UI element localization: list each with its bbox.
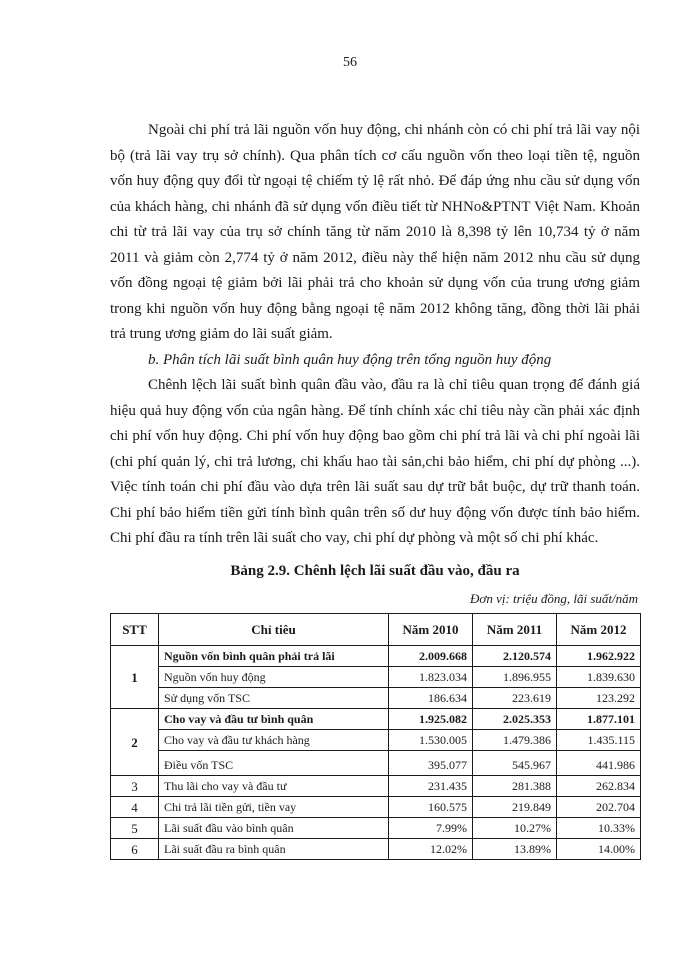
row-label: Điều vốn TSC: [159, 751, 389, 776]
table-row: [111, 709, 641, 730]
row-label: Chi trả lãi tiền gửi, tiền vay: [159, 797, 389, 818]
value-2010: 395.077: [389, 751, 473, 776]
interest-spread-table: [110, 613, 641, 860]
row-number: 5: [111, 818, 159, 839]
value-2010: 7.99%: [389, 818, 473, 839]
table-row: [111, 776, 641, 797]
value-2011: 281.388: [473, 776, 557, 797]
value-2011: 1.479.386: [473, 730, 557, 751]
row-number: 2: [111, 709, 159, 776]
value-2010: 1.530.005: [389, 730, 473, 751]
table-row: [111, 839, 641, 860]
value-2011: 1.896.955: [473, 667, 557, 688]
value-2012: 1.962.922: [557, 646, 641, 667]
page-number: 56: [343, 55, 357, 70]
row-label: Sử dụng vốn TSC: [159, 688, 389, 709]
table-row: [111, 646, 641, 667]
paragraph-interest-costs: Ngoài chi phí trả lãi nguồn vốn huy động, chi nhánh còn có chi phí trả lãi vay nội bộ (trả lãi vay trụ sở chính). Qua phân tích cơ cấu nguồn vốn theo loại tiền tệ, nguồn vốn huy động quy đổi từ ngoại tệ chiếm tỷ lệ rất nhỏ. Để đáp ứng nhu cầu sử dụng vốn của khách hàng, chi nhánh đã sử dụng vốn điều tiết từ NHNo&PTNT Việt Nam. Khoản chi từ trả lãi vay của trụ sở chính tăng từ năm 2010 là 8,398 tỷ lên 10,734 tỷ ở năm 2011 và giảm còn 2,774 tỷ ở năm 2012, điều này thể hiện năm 2012 nhu cầu sử dụng vốn đồng ngoại tệ giảm bởi lãi phải trả cho khoản sử dụng vốn của trung ương giảm trong khi nguồn vốn huy động bằng ngoại tệ năm 2012 không tăng, đồng thời lãi phải trả trung ương giảm do lãi suất giảm.: [110, 122, 640, 342]
value-2012: 10.33%: [557, 818, 641, 839]
body-text: [110, 118, 640, 552]
value-2012: 262.834: [557, 776, 641, 797]
value-2010: 1.823.034: [389, 667, 473, 688]
value-2010: 1.925.082: [389, 709, 473, 730]
table-unit-note: Đơn vị: triệu đồng, lãi suất/năm: [470, 591, 638, 606]
header-2011: Năm 2011: [473, 614, 557, 646]
row-number: 6: [111, 839, 159, 860]
value-2010: 2.009.668: [389, 646, 473, 667]
header-indicator: Chỉ tiêu: [159, 614, 389, 646]
table-row: [111, 667, 641, 688]
row-number: 4: [111, 797, 159, 818]
header-stt: STT: [111, 614, 159, 646]
value-2012: 1.839.630: [557, 667, 641, 688]
table-row: [111, 688, 641, 709]
header-2010: Năm 2010: [389, 614, 473, 646]
paragraph-interest-spread: Chênh lệch lãi suất bình quân đầu vào, đầu ra là chỉ tiêu quan trọng để đánh giá hiệu quả huy động vốn của ngân hàng. Để tính chính xác chỉ tiêu này cần phải xác định chi phí vốn huy động. Chi phí vốn huy động bao gồm chi phí trả lãi và chi phí ngoài lãi (chi phí quản lý, chi trả lương, chi khấu hao tài sản,chi bảo hiểm, chi phí dự phòng ...). Việc tính toán chi phí đầu vào dựa trên lãi suất sau dự trữ bắt buộc, dự trữ thanh toán. Chi phí bảo hiểm tiền gửi tính bình quân trên số dư huy động vốn được tính bảo hiểm. Chi phí đầu ra tính trên lãi suất cho vay, chi phí dự phòng và một số chi phí khác.: [110, 377, 640, 546]
value-2011: 2.120.574: [473, 646, 557, 667]
value-2012: 441.986: [557, 751, 641, 776]
value-2012: 202.704: [557, 797, 641, 818]
table-row: [111, 818, 641, 839]
row-number: 3: [111, 776, 159, 797]
value-2012: 1.435.115: [557, 730, 641, 751]
value-2012: 14.00%: [557, 839, 641, 860]
table-row: [111, 730, 641, 751]
table-row: [111, 751, 641, 776]
value-2011: 13.89%: [473, 839, 557, 860]
value-2011: 219.849: [473, 797, 557, 818]
value-2012: 1.877.101: [557, 709, 641, 730]
table-row: [111, 797, 641, 818]
table-caption: Bảng 2.9. Chênh lệch lãi suất đầu vào, đầu ra: [230, 563, 520, 579]
value-2010: 231.435: [389, 776, 473, 797]
row-label: Lãi suất đầu ra bình quân: [159, 839, 389, 860]
value-2010: 12.02%: [389, 839, 473, 860]
value-2011: 2.025.353: [473, 709, 557, 730]
value-2012: 123.292: [557, 688, 641, 709]
row-label: Cho vay và đầu tư khách hàng: [159, 730, 389, 751]
header-2012: Năm 2012: [557, 614, 641, 646]
section-subheading: b. Phân tích lãi suất bình quân huy động trên tổng nguồn huy động: [148, 351, 552, 368]
value-2011: 223.619: [473, 688, 557, 709]
table-header-row: [111, 614, 641, 646]
row-label: Thu lãi cho vay và đầu tư: [159, 776, 389, 797]
value-2010: 186.634: [389, 688, 473, 709]
value-2010: 160.575: [389, 797, 473, 818]
row-label: Nguồn vốn bình quân phải trả lãi: [159, 646, 389, 667]
row-label: Nguồn vốn huy động: [159, 667, 389, 688]
value-2011: 545.967: [473, 751, 557, 776]
row-number: 1: [111, 646, 159, 709]
row-label: Cho vay và đầu tư bình quân: [159, 709, 389, 730]
value-2011: 10.27%: [473, 818, 557, 839]
row-label: Lãi suất đầu vào bình quân: [159, 818, 389, 839]
